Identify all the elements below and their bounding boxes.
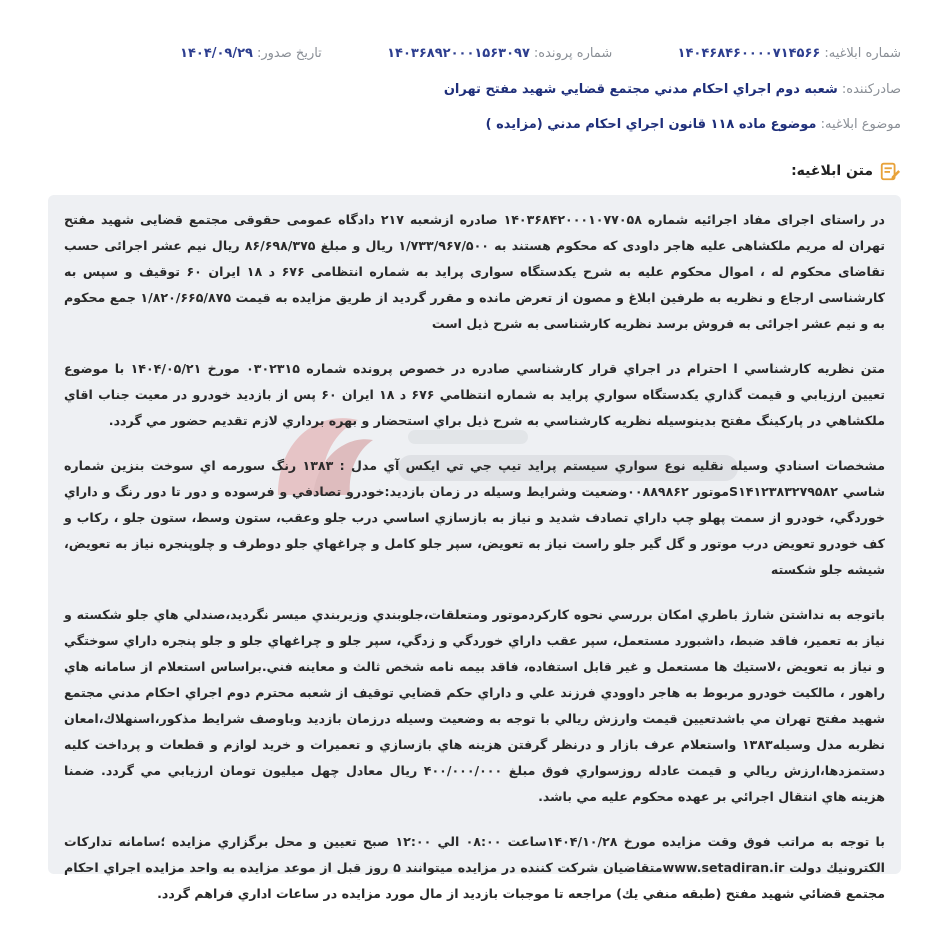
section-title-text: متن ابلاغيه: (791, 163, 873, 179)
paragraph-2: متن نظريه كارشناسي ا احترام در اجراي قرار كارشناسي صادره در خصوص پرونده شماره ۰۳۰۲۳۱۵ مورخ ۱۴۰۴/۰۵/۲۱ با موضوع تعيين ارزيابي و قيمت گذاري يكدستگاه سواري پرايد به شماره انتظامي ۶۷۶ د ۱۸ ايران ۶۰ پس از بازديد خودرو در معيت جناب اقاي ملكشاهي در پاركينگ مفتح بدينوسيله نظريه كارشناسي به شرح ذيل براي استحضار و بهره برداري لازم تقديم حضور مي گردد. (64, 361, 885, 428)
sender-label: صادرکننده: (841, 82, 901, 97)
notice-body (48, 195, 901, 901)
case-number-label: شماره پرونده: (533, 46, 613, 61)
sender-value: شعبه دوم اجراي احكام مدني مجتمع قضايي شهيد مفتح تهران (443, 82, 838, 97)
subject-label: موضوع ابلاغيه: (820, 117, 901, 132)
case-number (387, 44, 612, 64)
notice-number-value: ۱۴۰۴۶۸۴۶۰۰۰۰۷۱۴۵۶۶ (677, 46, 821, 61)
issue-date-label: تاریخ صدور: (257, 46, 322, 61)
issue-date-value: ۱۴۰۴/۰۹/۲۹ (180, 46, 253, 61)
sender-line (444, 80, 901, 100)
paragraph-3: مشخصات اسنادي وسيله نقليه نوع سواري سيستم پرايد تيپ جي تي ايكس آي مدل : ۱۳۸۳ رنگ سورمه اي سوخت بنزين شماره شاسي S۱۴۱۲۳۸۳۲۷۹۵۸۲موتور ۰۰۸۸۹۸۶۲وضعيت وشرايط وسيله در زمان بازديد:خودرو تصادفي و فرسوده و دور تا دور رنگ و داراي خوردگي، خودرو از سمت پهلو چپ داراي تصادف شديد و نياز به بازسازي اساسي درب جلو وعقب، ستون وسط، ستون جلو ، ركاب و كف خودرو تعويض درب موتور و گل گير جلو راست نياز به تعويض، سپر جلو كامل و چراغهاي جلو دوطرف و چلوپنجره نياز به تعويض، شيشه جلو شكسته (64, 458, 886, 577)
issue-date (180, 44, 322, 64)
notice-number (678, 44, 901, 64)
case-number-value: ۱۴۰۳۶۸۹۲۰۰۰۱۵۶۳۰۹۷ (387, 46, 530, 61)
section-title (791, 160, 901, 182)
paragraph-1: در راستای اجرای مفاد اجرائیه شماره ۱۴۰۳۶۸۴۲۰۰۰۱۰۷۷۰۵۸ صادره ازشعبه ۲۱۷ دادگاه عمومی حقوقی مجتمع قضایی شهید مفتح تهران له مریم ملکشاهی علیه هاجر داودی که محکوم هستند به ۱/۷۳۳/۹۶۷/۵۰۰ ریال و مبلغ ۸۶/۶۹۸/۳۷۵ ریال نیم عشر اجرائی حسب تقاضای محکوم له ، اموال محکوم علیه به شرح یکدستگاه سواری پراید به شماره انتظامی ۶۷۶ د ۱۸ ایران ۶۰ توقیف و سپس به کارشناسی ارجاع و نظریه به طرفین ابلاغ و مصون از تعرض مانده و مقرر گردید از طریق مزایده به قیمت ۱/۸۲۰/۶۶۵/۸۷۵ جمع محکوم به و نیم عشر اجرائی به فروش برسد نظریه کارشناسی به شرح ذیل است (64, 212, 886, 331)
notice-number-label: شماره ابلاغيه: (824, 46, 901, 61)
document-edit-icon (879, 160, 901, 182)
meta-row (180, 44, 901, 64)
paragraph-4: باتوجه به نداشتن شارژ باطري امكان بررسي نحوه كاركردموتور ومتعلقات،جلوبندي وزيربندي ميسر نگرديد،صندلي هاي جلو شكسته و نياز به تعمير، فاقد ضبط، داشبورد مستعمل، سپر عقب داراي خوردگي و زدگي، سپر جلو و چراغهاي جلو و جلو پنجره داراي سوختگي و نياز به تعويض ،لاستيك ها مستعمل و غير قابل استفاده، فاقد بيمه نامه شخص ثالث و معاينه فني.براساس استعلام از سامانه هاي راهور ، مالكيت خودرو مربوط به هاجر داوودي فرزند علي و داراي حكم قضايي توقيف از شعبه محترم دوم اجراي احكام مدني مجتمع شهيد مفتح تهران مي باشدتعيين قيمت وارزش ريالي با توجه به وضعيت وسيله درزمان بازديد وباوصف شرايط مذكور،اسنهلاك،امعان نظربه مدل وسيله۱۳۸۳ واستعلام عرف بازار و درنظر گرفتن هزينه هاي بازسازي و تعميرات و خريد لوازم و قطعات و پرداخت كليه دستمزدها،ارزش ريالي و قيمت عادله روزسواري فوق مبلغ ۴۰۰/۰۰۰/۰۰۰ ريال معادل چهل ميليون تومان ارزيابي مي گردد. ضمنا هزينه هاي انتقال اجرائي بر عهده محكوم عليه مي باشد. (64, 607, 886, 804)
paragraph-5: با توجه به مراتب فوق وقت مزايده مورخ ۱۴۰۴/۱۰/۲۸ساعت ۰۸:۰۰ الي ۱۲:۰۰ صبح تعيين و محل برگزاري مزايده ؛سامانه تداركات الكترونيك دولت www.setadiran.irمتقاضيان شركت كننده در مزايده ميتوانند ۵ روز قبل از موعد مزايده به واحد مزايده اجراي احكام مجتمع قضائي شهيد مفتح (طبقه منفي يك) مراجعه تا موجبات بازديد از مال مورد مزايده در ساعات اداري فراهم گردد. (64, 834, 885, 901)
subject-line (486, 115, 901, 135)
subject-value: موضوع ماده ۱۱۸ قانون اجراي احكام مدني (مزايده ) (485, 117, 817, 132)
